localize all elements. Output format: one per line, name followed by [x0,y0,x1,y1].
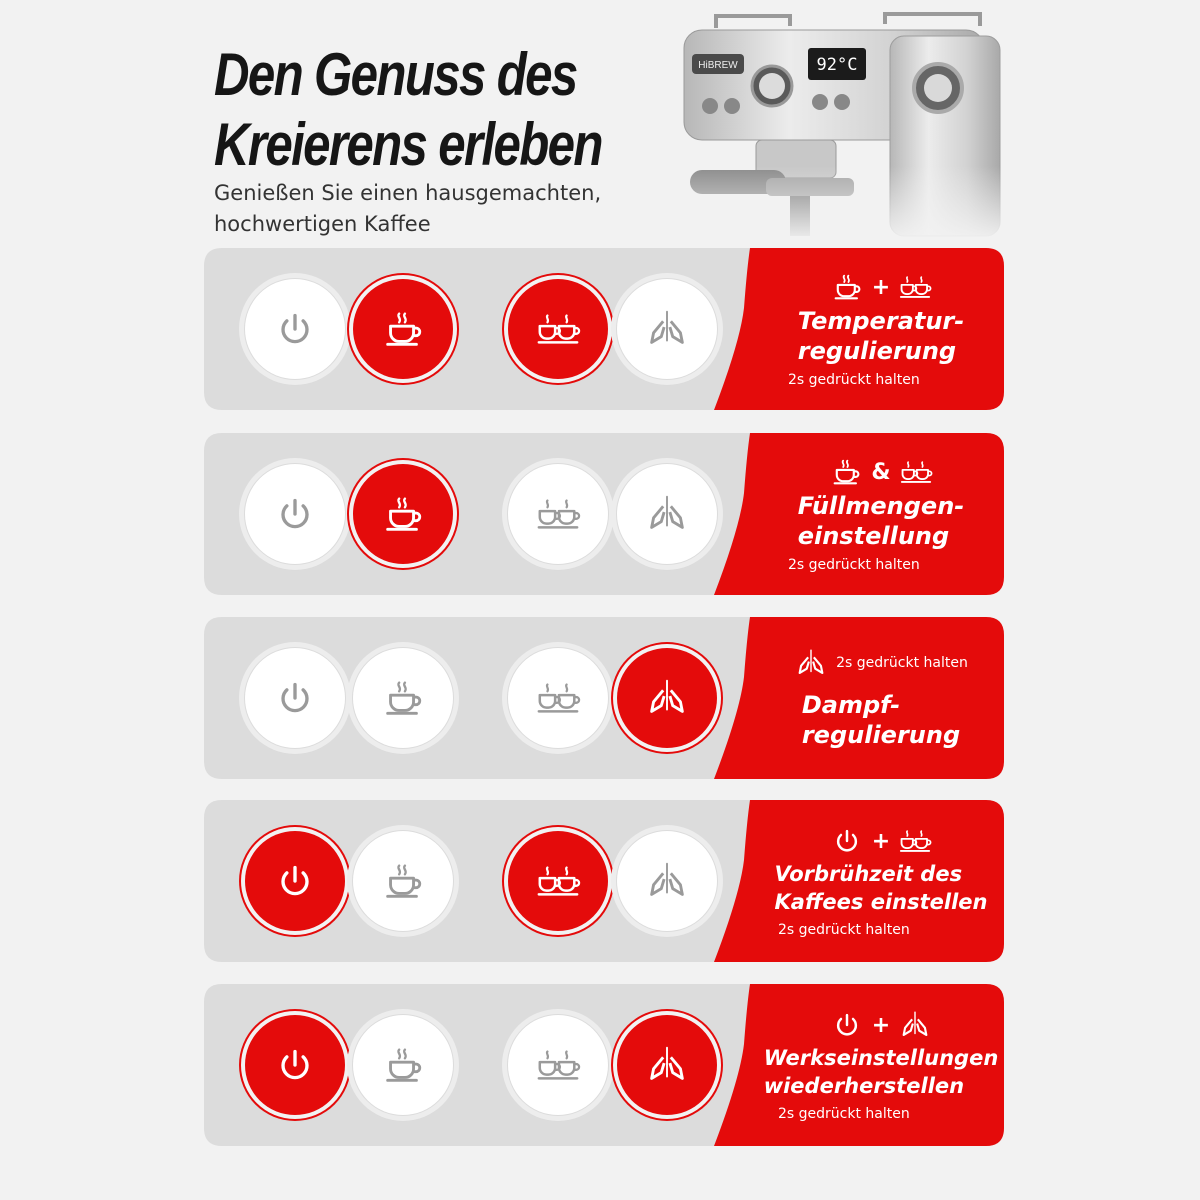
double-cup-button[interactable] [508,831,608,931]
single-cup-button[interactable] [353,648,453,748]
single-cup-icon [380,1042,426,1088]
page-title: Den Genuss des Kreierens erleben [214,41,602,178]
power-icon [272,491,318,537]
card-note: 2s gedrückt halten [778,922,910,938]
single-cup-button[interactable] [353,1015,453,1115]
double-cup-button[interactable] [508,1015,608,1115]
card-info [758,617,1004,779]
combo-icons [794,646,968,680]
combo-icons [830,1008,932,1042]
steam-button[interactable] [617,831,717,931]
double-cup-icon [535,858,581,904]
combo-icons [830,824,932,858]
combo-operator: + [871,828,891,854]
card-info [758,984,1004,1146]
steam-icon [644,306,690,352]
power-icon [830,1008,864,1042]
power-icon [272,858,318,904]
double-cup-icon [535,675,581,721]
single-cup-icon [830,270,864,304]
combo-operator: + [871,274,891,300]
function-card-steam [204,617,1004,779]
combo-icons [829,455,932,489]
combo-operator: + [871,1012,891,1038]
steam-icon [644,1042,690,1088]
function-card-temperature [204,248,1004,410]
power-button[interactable] [245,279,345,379]
steam-icon [898,1008,932,1042]
steam-button[interactable] [617,279,717,379]
combo-icons [830,270,932,304]
single-cup-icon [829,455,863,489]
double-cup-icon [535,491,581,537]
steam-icon [644,858,690,904]
function-card-factory-reset [204,984,1004,1146]
steam-button[interactable] [617,464,717,564]
espresso-machine-image [680,6,1010,242]
single-cup-button[interactable] [353,464,453,564]
power-button[interactable] [245,831,345,931]
card-title: Vorbrühzeit des Kaffees einstellen [774,862,988,914]
combo-operator: & [871,459,891,485]
single-cup-button[interactable] [353,279,453,379]
machine-display: 92°C [816,55,858,75]
card-note: 2s gedrückt halten [836,655,968,671]
double-cup-icon [898,824,932,858]
card-title: Dampf- regulierung [801,691,961,749]
steam-button[interactable] [617,648,717,748]
card-title: Werkseinstellungen wiederherstellen [763,1046,999,1098]
card-title: Füllmengen- einstellung [797,492,965,550]
power-icon [272,306,318,352]
steam-icon [644,675,690,721]
single-cup-icon [380,306,426,352]
power-button[interactable] [245,1015,345,1115]
power-icon [830,824,864,858]
card-info [758,800,1004,962]
card-note: 2s gedrückt halten [788,557,920,573]
double-cup-icon [535,1042,581,1088]
single-cup-icon [380,675,426,721]
double-cup-icon [535,306,581,352]
steam-button[interactable] [617,1015,717,1115]
double-cup-button[interactable] [508,648,608,748]
steam-icon [794,646,828,680]
card-info [758,248,1004,410]
card-info [758,433,1004,595]
double-cup-icon [898,270,932,304]
machine-brand: HiBREW [698,60,738,71]
power-button[interactable] [245,464,345,564]
card-note: 2s gedrückt halten [788,372,920,388]
double-cup-button[interactable] [508,464,608,564]
function-card-fill-volume [204,433,1004,595]
single-cup-icon [380,858,426,904]
function-card-preinfusion [204,800,1004,962]
card-title: Temperatur- regulierung [797,307,965,365]
page-subtitle: Genießen Sie einen hausgemachten, hochwertigen Kaffee [214,181,602,236]
single-cup-icon [380,491,426,537]
power-button[interactable] [245,648,345,748]
double-cup-icon [899,455,933,489]
single-cup-button[interactable] [353,831,453,931]
power-icon [272,1042,318,1088]
double-cup-button[interactable] [508,279,608,379]
steam-icon [644,491,690,537]
power-icon [272,675,318,721]
card-note: 2s gedrückt halten [778,1106,910,1122]
